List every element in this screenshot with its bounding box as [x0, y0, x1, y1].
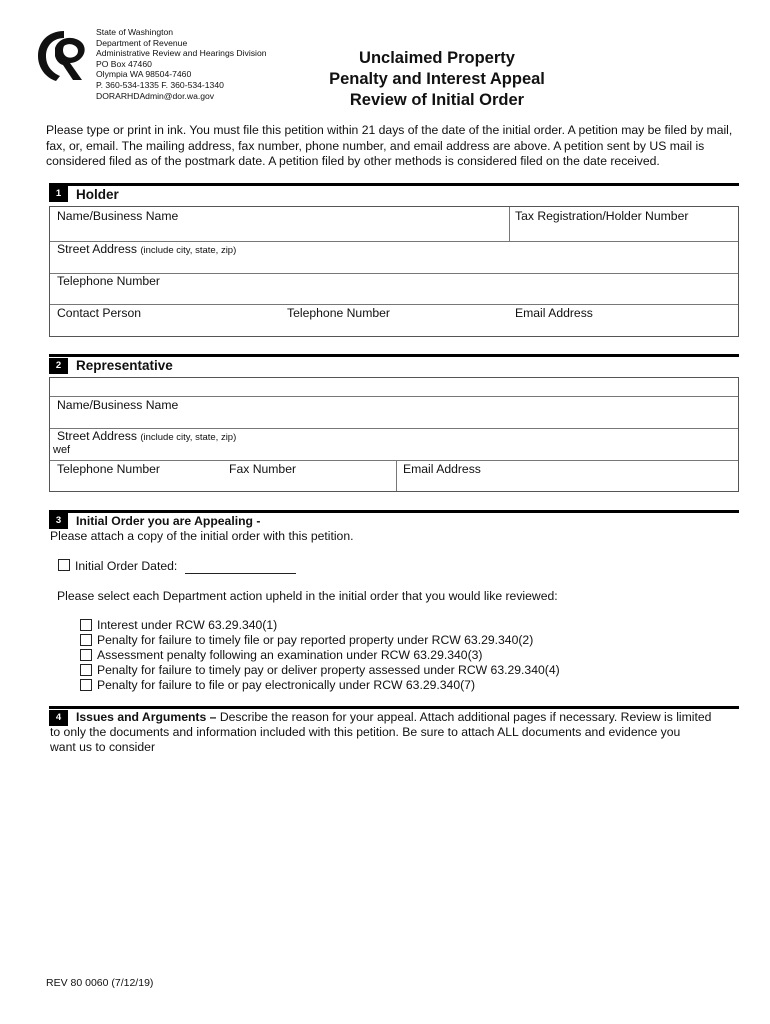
rep-street-label: Street Address: [57, 429, 137, 443]
holder-street-field[interactable]: [57, 242, 236, 256]
divider: [50, 460, 738, 461]
form-title: [302, 48, 572, 111]
rep-name-field[interactable]: [57, 398, 178, 412]
agency-line: Olympia WA 98504-7460: [96, 69, 192, 80]
section-3-subtitle: Please attach a copy of the initial order with this petition.: [50, 529, 354, 543]
divider: [50, 304, 738, 305]
holder-contact-phone-field[interactable]: [287, 306, 390, 320]
section-2-title: Representative: [76, 358, 173, 373]
rep-fax-label: Fax Number: [229, 462, 297, 476]
holder-street-label: Street Address: [57, 242, 137, 256]
option-checkbox-late-file[interactable]: [80, 634, 92, 646]
section-2-bar: [49, 354, 739, 357]
rep-phone-field[interactable]: [57, 462, 160, 476]
rep-street-hint: (include city, state, zip): [140, 432, 237, 443]
representative-box: [49, 377, 739, 492]
option-checkbox-late-pay[interactable]: [80, 664, 92, 676]
section-3-title: Initial Order you are Appealing -: [76, 514, 261, 528]
rep-name-label: Name/Business Name: [57, 398, 179, 412]
rep-street-field[interactable]: [57, 429, 236, 443]
option-label: Assessment penalty following an examination under RCW 63.29.340(3): [97, 648, 483, 662]
option-label: Penalty for failure to timely pay or deliver property assessed under RCW 63.29.340(4): [97, 663, 560, 677]
option-label: Interest under RCW 63.29.340(1): [97, 618, 278, 632]
holder-email-label: Email Address: [515, 306, 593, 320]
divider: [50, 396, 738, 397]
agency-line: PO Box 47460: [96, 58, 152, 69]
holder-contact-phone-label: Telephone Number: [287, 306, 390, 320]
holder-email-field[interactable]: [515, 306, 593, 320]
section-2-number: 2: [49, 358, 68, 374]
option-label: Penalty for failure to file or pay electronically under RCW 63.29.340(7): [97, 678, 475, 692]
section-1-number: 1: [49, 186, 68, 202]
rep-email-label: Email Address: [403, 462, 481, 476]
title-line-2: Penalty and Interest Appeal: [329, 70, 545, 88]
agency-line: DORARHDAdmin@dor.wa.gov: [96, 90, 215, 101]
holder-street-hint: (include city, state, zip): [140, 245, 237, 256]
rep-fax-field[interactable]: [229, 462, 296, 476]
holder-phone-field[interactable]: [57, 274, 160, 288]
divider: [396, 460, 397, 491]
holder-contact-label: Contact Person: [57, 306, 142, 320]
initial-order-dated-label: Initial Order Dated:: [75, 559, 178, 573]
option-checkbox-electronic[interactable]: [80, 679, 92, 691]
title-line-3: Review of Initial Order: [349, 91, 525, 109]
holder-name-field[interactable]: [57, 209, 178, 223]
section-4-number: 4: [49, 710, 68, 726]
agency-line: State of Washington: [96, 27, 174, 37]
initial-order-date-field[interactable]: [185, 573, 296, 574]
section-4-bar: [49, 706, 739, 709]
agency-line: P. 360-534-1335 F. 360-534-1340: [96, 79, 224, 90]
agency-line: Administrative Review and Hearings Division: [96, 48, 267, 59]
section-4-heading: [76, 710, 711, 724]
section-1-bar: [49, 183, 739, 186]
section-4-title: Issues and Arguments –: [76, 710, 217, 724]
option-label: Penalty for failure to timely file or pay reported property under RCW 63.29.340(2): [97, 633, 534, 647]
holder-name-label: Name/Business Name: [57, 209, 179, 223]
rep-phone-label: Telephone Number: [57, 462, 160, 476]
rep-email-field[interactable]: [403, 462, 481, 476]
select-prompt: Please select each Department action upheld in the initial order that you would like reviewed:: [57, 589, 558, 603]
section-1-title: Holder: [76, 187, 119, 202]
section-4-body-line-2: to only the documents and information included with this petition. Be sure to attach ALL documents and evidence you: [50, 725, 681, 739]
holder-taxreg-label: Tax Registration/Holder Number: [515, 209, 689, 223]
option-checkbox-interest[interactable]: [80, 619, 92, 631]
holder-box: [49, 206, 739, 337]
holder-phone-label: Telephone Number: [57, 274, 160, 288]
rep-street-value[interactable]: wef: [53, 444, 71, 456]
option-checkbox-assessment[interactable]: [80, 649, 92, 661]
section-3-number: 3: [49, 513, 68, 529]
title-line-1: Unclaimed Property: [359, 49, 515, 67]
form-number: REV 80 0060 (7/12/19): [46, 977, 154, 989]
section-4-body-line-1: Describe the reason for your appeal. Attach additional pages if necessary. Review is limited: [219, 710, 712, 724]
initial-order-dated-checkbox[interactable]: [58, 559, 70, 571]
dor-logo-icon: [34, 28, 92, 84]
section-4-body-line-3: want us to consider: [50, 740, 156, 754]
intro-paragraph: Please type or print in ink. You must file this petition within 21 days of the date of the initial order. A petition may be filed by mail, fax, or, email. The mailing address, fax number, phone number, and email address are above. A petition sent by US mail is considered filed as of the postmark date. A petition filed by other methods is considered filed on the date received.: [46, 123, 733, 168]
divider: [509, 207, 510, 241]
holder-contact-field[interactable]: [57, 306, 141, 320]
agency-address-block: [96, 27, 267, 101]
agency-line: Department of Revenue: [96, 37, 188, 48]
holder-taxreg-field[interactable]: [515, 209, 688, 223]
